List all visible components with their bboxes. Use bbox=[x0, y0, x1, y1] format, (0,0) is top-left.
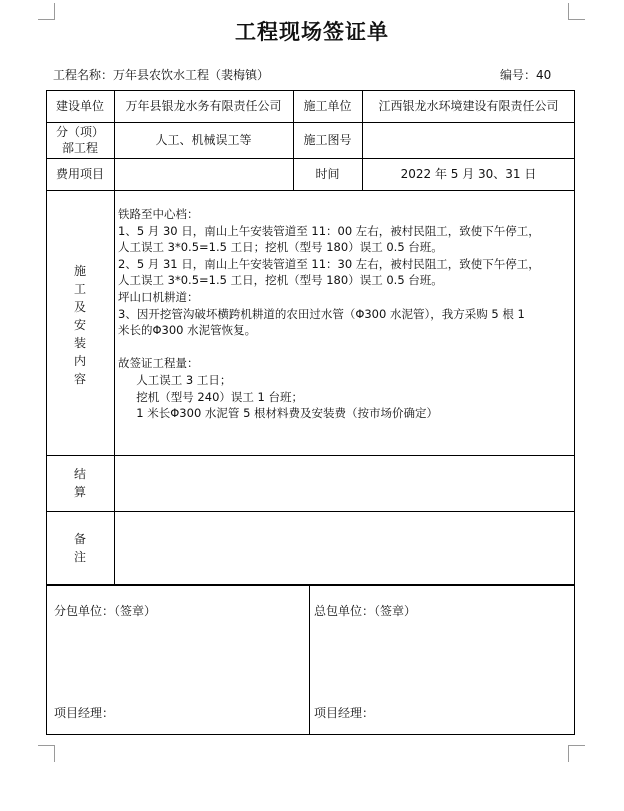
project-name: 工程名称：万年县农饮水工程（裴梅镇） bbox=[53, 68, 270, 82]
drawing-no-label: 施工图号 bbox=[303, 133, 352, 147]
sub-project-value: 人工、机械误工等 bbox=[155, 133, 252, 147]
content-line: 2、5 月 31 日，南山上午安装管道至 11：30 左右，被村民阻工，致使下午停工， bbox=[118, 256, 540, 271]
settlement-label bbox=[46, 455, 114, 511]
remarks-label-char: 备 bbox=[73, 532, 86, 546]
sub-contractor-seal: 分包单位：（签章） bbox=[54, 604, 157, 618]
settlement-label-char: 结 bbox=[73, 467, 86, 481]
content-line: 故签证工程量： bbox=[118, 356, 199, 371]
fee-item-value bbox=[114, 158, 293, 190]
settlement-label-char: 算 bbox=[73, 485, 86, 499]
construct-unit-value: 江西银龙水环境建设有限责任公司 bbox=[378, 99, 559, 113]
general-contractor-seal: 总包单位：（签章） bbox=[314, 604, 417, 618]
sub-project-label-line-2: 部工程 bbox=[61, 141, 98, 155]
content-label-char: 装 bbox=[73, 336, 86, 350]
crop-mark-bottom-left bbox=[38, 745, 55, 762]
project-manager-left: 项目经理： bbox=[54, 706, 115, 720]
construct-unit-label: 施工单位 bbox=[303, 99, 352, 113]
content-line: 1 米长Φ300 水泥管 5 根材料费及安装费（按市场价确定） bbox=[118, 406, 439, 421]
content-label-char: 工 bbox=[73, 282, 86, 296]
build-unit-label: 建设单位 bbox=[55, 99, 104, 113]
crop-mark-bottom-right bbox=[568, 745, 585, 762]
drawing-no-value bbox=[362, 122, 575, 158]
remarks-label-char: 注 bbox=[73, 550, 86, 564]
row-divider bbox=[46, 455, 575, 456]
serial-number: 编号：40 bbox=[500, 68, 552, 82]
content-line: 人工误工 3*0.5=1.5 工日；挖机（型号 180）误工 0.5 台班。 bbox=[118, 240, 443, 255]
sub-project-label bbox=[46, 122, 114, 158]
project-manager-right: 项目经理： bbox=[314, 706, 375, 720]
remarks-label bbox=[46, 511, 114, 585]
content-line: 人工误工 3*0.5=1.5 工日，挖机（型号 180）误工 0.5 台班。 bbox=[118, 273, 443, 288]
row-divider bbox=[46, 511, 575, 512]
content-line: 3、因开挖管沟破坏横跨机耕道的农田过水管（Φ300 水泥管），我方采购 5 根 1 bbox=[118, 306, 525, 321]
row-divider bbox=[46, 190, 575, 191]
content-line: 米长的Φ300 水泥管恢复。 bbox=[118, 323, 257, 338]
content-label-char: 安 bbox=[73, 318, 86, 332]
document-title: 工程现场签证单 bbox=[235, 19, 389, 44]
signature-divider bbox=[309, 586, 310, 734]
time-value: 2022 年 5 月 30、31 日 bbox=[400, 167, 537, 181]
content-line: 人工误工 3 工日； bbox=[118, 372, 232, 387]
sub-project-label-line-1: 分（项） bbox=[55, 125, 104, 139]
content-line: 1、5 月 30 日，南山上午安装管道至 11：00 左右，被村民阻工，致使下午停工， bbox=[118, 223, 540, 238]
build-unit-value: 万年县银龙水务有限责任公司 bbox=[125, 99, 282, 113]
fee-item-label: 费用项目 bbox=[55, 167, 104, 181]
content-label-char: 内 bbox=[73, 354, 86, 368]
content-line: 坪山口机耕道： bbox=[118, 289, 199, 304]
content-label-char: 容 bbox=[73, 372, 86, 386]
content-label-char: 及 bbox=[73, 300, 86, 314]
content-line: 铁路至中心档： bbox=[118, 207, 199, 221]
content-line: 挖机（型号 240）误工 1 台班； bbox=[118, 389, 304, 404]
content-line bbox=[118, 339, 570, 356]
content-label bbox=[46, 190, 114, 455]
time-label: 时间 bbox=[315, 167, 340, 181]
content-label-char: 施 bbox=[73, 264, 86, 278]
construction-content bbox=[118, 206, 570, 422]
